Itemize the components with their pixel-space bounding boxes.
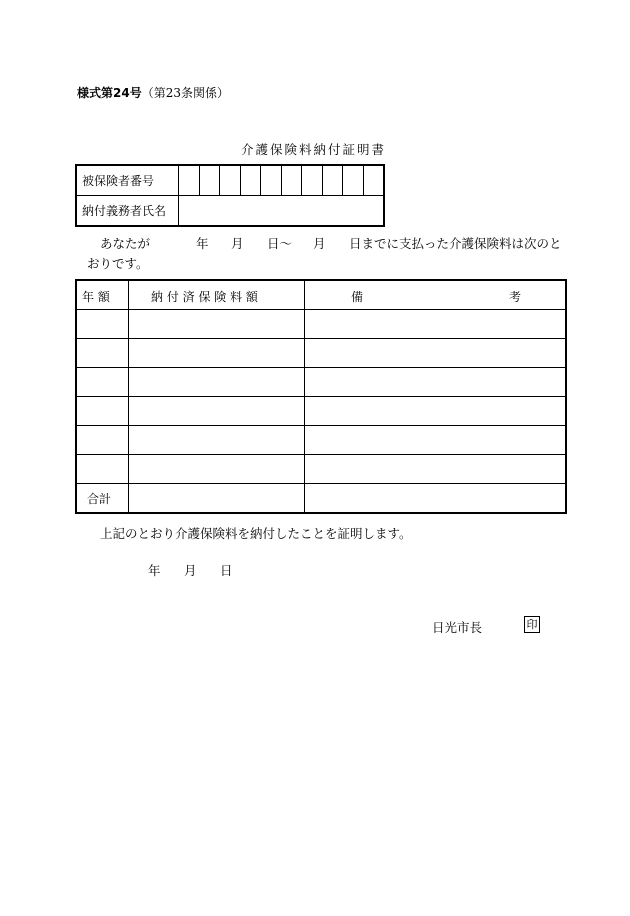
header-annual-amount-label: 年 額 — [82, 290, 110, 304]
total-row — [76, 484, 566, 514]
table-row — [76, 339, 566, 368]
insured-number-digit-box[interactable] — [261, 165, 282, 196]
annual-amount-cell[interactable] — [76, 455, 129, 484]
statement-year-from: 年 — [196, 236, 209, 251]
paid-amount-cell[interactable] — [129, 339, 305, 368]
insured-number-label: 被保険者番号 — [76, 165, 179, 196]
remarks-cell[interactable] — [305, 426, 567, 455]
seal-mark: 印 — [524, 616, 540, 633]
paid-amount-cell[interactable] — [129, 368, 305, 397]
payment-table — [75, 279, 567, 514]
issue-date-line — [148, 561, 248, 577]
table-row — [76, 310, 566, 339]
statement-month-to: 月 — [313, 236, 326, 251]
statement-lead: あなたが — [100, 236, 151, 251]
total-label: 合計 — [76, 484, 129, 514]
issue-date-year: 年 — [148, 563, 161, 578]
remarks-cell[interactable] — [305, 310, 567, 339]
remarks-cell[interactable] — [305, 455, 567, 484]
table-row — [76, 397, 566, 426]
insured-number-row — [76, 165, 384, 196]
insured-number-digit-box[interactable] — [363, 165, 384, 196]
insured-number-digit-box[interactable] — [322, 165, 343, 196]
issuer-name: 日光市長 — [432, 620, 483, 635]
paid-amount-cell[interactable] — [129, 455, 305, 484]
table-row — [76, 368, 566, 397]
statement-day-from: 日～ — [267, 236, 293, 251]
annual-amount-cell[interactable] — [76, 368, 129, 397]
total-paid-amount-cell[interactable] — [129, 484, 305, 514]
payment-table-header — [76, 280, 566, 310]
remarks-cell[interactable] — [305, 339, 567, 368]
header-paid-amount-label: 納 付 済 保 険 料 額 — [151, 290, 258, 304]
form-number — [77, 84, 229, 101]
remarks-cell[interactable] — [305, 368, 567, 397]
statement-tail: 日までに支払った介護保険料は次のと — [349, 236, 562, 251]
header-remarks-label-1: 備 — [351, 290, 364, 304]
statement-month-from: 月 — [231, 236, 244, 251]
insured-number-digit-box[interactable] — [281, 165, 302, 196]
table-row — [76, 426, 566, 455]
annual-amount-cell[interactable] — [76, 397, 129, 426]
annual-amount-cell[interactable] — [76, 339, 129, 368]
payer-name-field[interactable] — [179, 196, 385, 227]
insured-number-digit-box[interactable] — [302, 165, 323, 196]
header-remarks — [305, 280, 567, 310]
document-title: 介護保険料納付証明書 — [241, 142, 387, 157]
form-number-relation: （第23条関係） — [141, 86, 229, 100]
form-number-label: 様式第24号 — [77, 86, 142, 100]
certification-text: 上記のとおり介護保険料を納付したことを証明します。 — [100, 526, 412, 541]
annual-amount-cell[interactable] — [76, 426, 129, 455]
total-remarks-cell[interactable] — [305, 484, 567, 514]
paid-amount-cell[interactable] — [129, 397, 305, 426]
paid-amount-cell[interactable] — [129, 426, 305, 455]
insured-number-digit-box[interactable] — [199, 165, 220, 196]
remarks-cell[interactable] — [305, 397, 567, 426]
header-paid-amount — [129, 280, 305, 310]
insured-number-digit-box[interactable] — [179, 165, 200, 196]
header-annual-amount — [76, 280, 129, 310]
insured-number-digit-box[interactable] — [240, 165, 261, 196]
insured-number-digit-box[interactable] — [220, 165, 241, 196]
statement-line2: おりです。 — [87, 256, 149, 271]
header-remarks-label-2: 考 — [509, 290, 522, 304]
payer-name-row — [76, 196, 384, 227]
insured-info-table — [75, 164, 385, 227]
issue-date-day: 日 — [220, 563, 233, 578]
insured-number-digit-box[interactable] — [343, 165, 364, 196]
statement-paragraph — [77, 234, 562, 274]
annual-amount-cell[interactable] — [76, 310, 129, 339]
payer-name-label: 納付義務者氏名 — [76, 196, 179, 227]
issue-date-month: 月 — [184, 563, 197, 578]
table-row — [76, 455, 566, 484]
paid-amount-cell[interactable] — [129, 310, 305, 339]
